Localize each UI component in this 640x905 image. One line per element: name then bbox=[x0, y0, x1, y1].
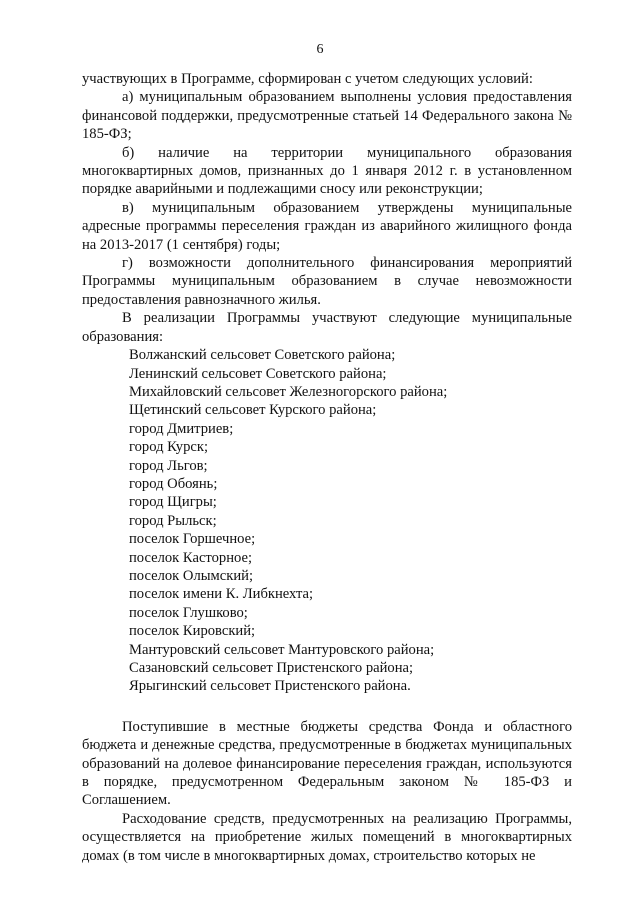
list-item: Волжанский сельсовет Советского района; bbox=[129, 347, 396, 364]
list-item: Щетинский сельсовет Курского района; bbox=[129, 402, 377, 419]
list-item: город Щигры; bbox=[129, 494, 217, 511]
list-item: Ленинский сельсовет Советского района; bbox=[129, 365, 387, 382]
spacer bbox=[82, 696, 572, 718]
list-item: город Обоянь; bbox=[129, 475, 218, 492]
list-item: Мантуровский сельсовет Мантуровского района; bbox=[129, 641, 435, 658]
paragraph-intro: участвующих в Программе, сформирован с учетом следующих условий: bbox=[82, 71, 533, 87]
list-item: город Курск; bbox=[129, 439, 209, 456]
municipality-list bbox=[82, 346, 572, 696]
list-item: город Рыльск; bbox=[129, 512, 217, 529]
list-item: поселок Касторное; bbox=[129, 549, 253, 566]
list-item: Ярыгинский сельсовет Пристенского района. bbox=[129, 678, 411, 695]
page-number: 6 bbox=[316, 42, 324, 57]
list-item: город Дмитриев; bbox=[129, 420, 234, 437]
document-body bbox=[82, 70, 572, 865]
list-item: Михайловский сельсовет Железногорского района; bbox=[129, 383, 448, 400]
paragraph-spending: Расходование средств, предусмотренных на реализацию Программы, осуществляется на приобретение жилых помещений в многоквартирных домах (в том числе в многоквартирных домах, строительство которых не bbox=[82, 810, 572, 864]
list-item: город Льгов; bbox=[129, 457, 208, 474]
condition-a: а) муниципальным образованием выполнены условия предоставления финансовой поддержки, предусмотренные статьей 14 Федерального закона № 185-ФЗ; bbox=[82, 89, 572, 143]
list-item: поселок Кировский; bbox=[129, 623, 256, 640]
list-item: Сазановский сельсовет Пристенского района; bbox=[129, 660, 414, 676]
list-item: поселок имени К. Либкнехта; bbox=[129, 586, 314, 603]
list-item: поселок Глушково; bbox=[129, 604, 248, 621]
paragraph-funds: Поступившие в местные бюджеты средства Фонда и областного бюджета и денежные средства, предусмотренные в бюджетах муниципальных образований на долевое финансирование переселения граждан, используются в порядке, предусмотренном Федеральным законом № 185-ФЗ и Соглашением. bbox=[82, 718, 572, 809]
condition-v: в) муниципальным образованием утверждены муниципальные адресные программы переселения граждан из аварийного жилищного фонда на 2013-2017 (1 сентября) годы; bbox=[82, 199, 572, 253]
paragraph-participants: В реализации Программы участвуют следующие муниципальные образования: bbox=[82, 310, 572, 345]
list-item: поселок Олымский; bbox=[129, 567, 254, 584]
list-item: поселок Горшечное; bbox=[129, 531, 256, 548]
condition-b: б) наличие на территории муниципального образования многоквартирных домов, признанных до 1 января 2012 г. в установленном порядке аварийными и подлежащими сносу или реконструкции; bbox=[82, 144, 572, 198]
condition-g: г) возможности дополнительного финансирования мероприятий Программы муниципальным образованием в случае невозможности предоставления равнозначного жилья. bbox=[82, 255, 572, 308]
